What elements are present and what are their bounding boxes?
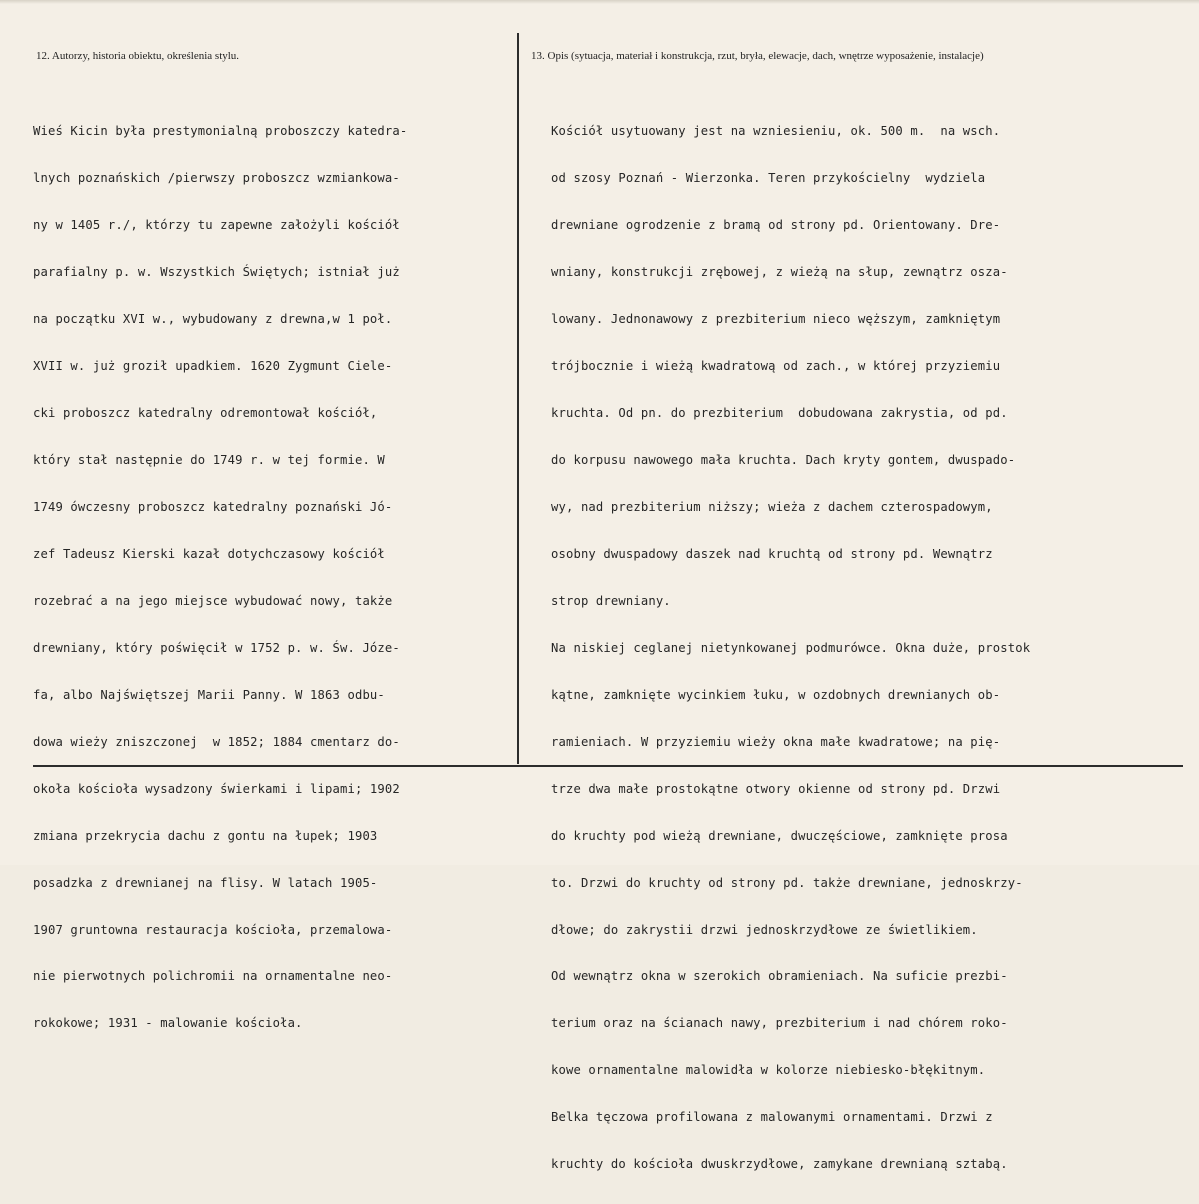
section-12-text [33,93,528,1063]
text-line: trójbocznie i wieżą kwadratową od zach., w której przyziemiu [551,359,1001,374]
text-line: Od wewnątrz okna w szerokich obramieniach. Na suficie prezbi- [551,969,1008,984]
text-line: 1749 ówczesny proboszcz katedralny poznański Jó- [33,499,393,514]
text-line: od szosy Poznań - Wierzonka. Teren przykościelny wydziela [551,171,986,186]
section-12-heading: 12. Autorzy, historia obiektu, określenia stylu. [36,50,240,62]
text-line: który stał następnie do 1749 r. w tej formie. W [33,452,385,467]
text-line: ny w 1405 r./, którzy tu zapewne założyli kościół [33,218,400,233]
paper-top-edge [0,0,1199,4]
text-line: nie pierwotnych polichromii na ornamentalne neo- [33,969,393,984]
text-line: dłowe; do zakrystii drzwi jednoskrzydłowe ze świetlikiem. [551,922,978,937]
text-line: Belka tęczowa profilowana z malowanymi ornamentami. Drzwi z [551,1110,993,1125]
text-line: na początku XVI w., wybudowany z drewna,w 1 poł. [33,312,393,327]
text-line: XVII w. już groził upadkiem. 1620 Zygmunt Ciele- [33,359,393,374]
text-line: 1907 gruntowna restauracja kościoła, przemalowa- [33,922,393,937]
text-line: okoła kościoła wysadzony świerkami i lipami; 1902 [33,781,400,796]
text-line: zef Tadeusz Kierski kazał dotychczasowy kościół [33,546,385,561]
text-line: kątne, zamknięte wycinkiem łuku, w ozdobnych drewnianych ob- [551,687,1001,702]
text-line: to. Drzwi do kruchty od strony pd. także drewniane, jednoskrzy- [551,875,1023,890]
text-line: drewniane ogrodzenie z bramą od strony pd. Orientowany. Dre- [551,218,1001,233]
section-13-heading: 13. Opis (sytuacja, materiał i konstrukcja, rzut, bryła, elewacje, dach, wnętrze wyposażenie, instalacje) [531,50,984,62]
text-line: posadzka z drewnianej na flisy. W latach 1905- [33,875,378,890]
text-line: osobny dwuspadowy daszek nad kruchtą od strony pd. Wewnątrz [551,546,993,561]
text-line: kowe ornamentalne malowidła w kolorze niebiesko-błękitnym. [551,1063,986,1078]
text-line: do korpusu nawowego mała kruchta. Dach kryty gontem, dwuspado- [551,452,1016,467]
text-line: rokokowe; 1931 - malowanie kościoła. [33,1016,303,1031]
text-line: strop drewniany. [551,593,671,608]
text-line: ramieniach. W przyziemiu wieży okna małe kwadratowe; na pię- [551,734,1001,749]
text-line: Na niskiej ceglanej nietynkowanej podmurówce. Okna duże, prostok [551,640,1031,655]
text-line: lnych poznańskich /pierwszy proboszcz wzmiankowa- [33,171,400,186]
section-13-text [551,93,1191,1204]
text-line: dowa wieży zniszczonej w 1852; 1884 cmentarz do- [33,734,400,749]
text-line: drewniany, który poświęcił w 1752 p. w. Św. Józe- [33,640,400,655]
text-line: Wieś Kicin była prestymonialną proboszczy katedra- [33,124,408,139]
text-line: fa, albo Najświętszej Marii Panny. W 1863 odbu- [33,687,385,702]
text-line: Kościół usytuowany jest na wzniesieniu, ok. 500 m. na wsch. [551,124,1001,139]
text-line: trze dwa małe prostokątne otwory okienne od strony pd. Drzwi [551,781,1001,796]
text-line: wniany, konstrukcji zrębowej, z wieżą na słup, zewnątrz osza- [551,265,1008,280]
text-line: wy, nad prezbiterium niższy; wieża z dachem czterospadowym, [551,499,993,514]
text-line: kruchta. Od pn. do prezbiterium dobudowana zakrystia, od pd. [551,406,1008,421]
text-line: cki proboszcz katedralny odremontował kościół, [33,406,378,421]
text-line: kruchty do kościoła dwuskrzydłowe, zamykane drewnianą sztabą. [551,1157,1008,1172]
text-line: rozebrać a na jego miejsce wybudować nowy, także [33,593,393,608]
text-line: do kruchty pod wieżą drewniane, dwuczęściowe, zamknięte prosa [551,828,1008,843]
text-line: parafialny p. w. Wszystkich Świętych; istniał już [33,265,400,280]
text-line: lowany. Jednonawowy z prezbiterium nieco węższym, zamkniętym [551,312,1001,327]
text-line: terium oraz na ścianach nawy, prezbiterium i nad chórem roko- [551,1016,1008,1031]
text-line: zmiana przekrycia dachu z gontu na łupek; 1903 [33,828,378,843]
